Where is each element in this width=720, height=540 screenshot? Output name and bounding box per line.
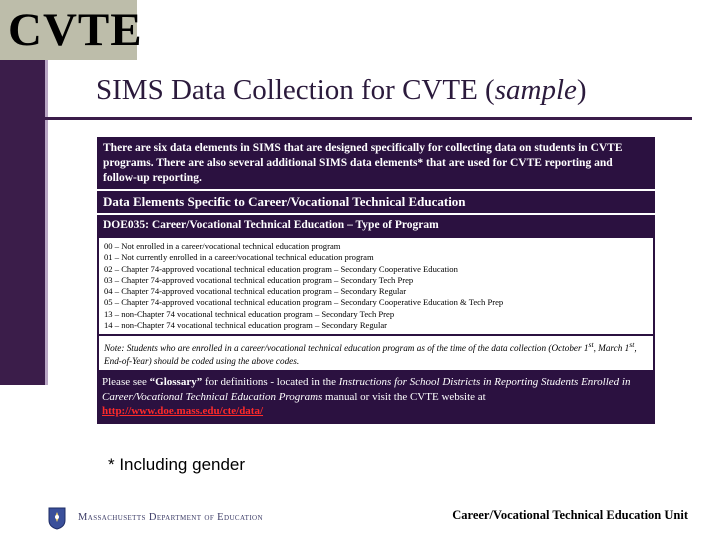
glossary-text-part: manual or visit the CVTE website at: [322, 390, 486, 403]
unit-name: Career/Vocational Technical Education Unit: [452, 508, 688, 522]
list-item: 04 – Chapter 74-approved vocational technical education program – Secondary Regular: [104, 286, 407, 297]
list-item: 02 – Chapter 74-approved vocational technical education program – Secondary Cooperative Education: [104, 263, 458, 274]
department-wordmark: Massachusetts Department of Education: [78, 512, 263, 523]
left-accent-bar-edge: [45, 60, 48, 385]
slide-title-italic: sample: [494, 74, 577, 106]
intro-text: There are six data elements in SIMS that are designed specifically for collecting data on students in CVTE programs. There are also several additional SIMS data elements* that are used for CVTE reporting and follow-up reporting.: [97, 137, 655, 189]
list-item: 03 – Chapter 74-approved vocational technical education program – Secondary Tech Prep: [104, 274, 414, 285]
list-item: 13 – non-Chapter 74 vocational technical education program – Secondary Tech Prep: [104, 308, 395, 319]
section-heading: Data Elements Specific to Career/Vocational Technical Education: [97, 189, 655, 213]
code-list: [97, 236, 655, 336]
field-heading: DOE035: Career/Vocational Technical Education – Type of Program: [97, 213, 655, 236]
corner-title: CVTE: [8, 4, 143, 56]
coding-note: [97, 336, 655, 372]
cvte-website-link[interactable]: http://www.doe.mass.edu/cte/data/: [102, 405, 264, 418]
note-superscript: st: [629, 340, 635, 350]
slide-title-paren-open: (: [485, 74, 495, 106]
state-seal-icon: [47, 506, 67, 530]
note-text: , March 1: [593, 343, 630, 354]
glossary-text-part: for definitions - located in the: [202, 376, 339, 389]
title-rule: [32, 117, 692, 120]
list-item: 05 – Chapter 74-approved vocational technical education program – Secondary Cooperative Education & Tech Prep: [104, 297, 504, 308]
slide-title-paren-close: ): [576, 74, 587, 106]
content-panel: [97, 137, 655, 424]
list-item: 00 – Not enrolled in a career/vocational technical education program: [104, 241, 341, 251]
glossary-text: [97, 372, 655, 424]
footnote: * Including gender: [108, 455, 246, 474]
note-text: , End-of-Year) should be coded using the above codes.: [104, 343, 637, 366]
glossary-term: “Glossary”: [149, 376, 203, 389]
note-text: Note: Students who are enrolled in a career/vocational technical education program as of the time of the data collection (October 1: [104, 343, 589, 354]
list-item: 14 – non-Chapter 74 vocational technical education program – Secondary Regular: [104, 320, 388, 331]
slide-title: [96, 72, 587, 108]
corner-title-box: [0, 0, 143, 60]
note-superscript: st: [588, 340, 594, 350]
left-accent-bar: [0, 60, 48, 385]
glossary-text-part: Please see: [102, 376, 150, 389]
slide-title-main: SIMS Data Collection for CVTE: [96, 74, 486, 106]
list-item: 01 – Not currently enrolled in a career/vocational technical education program: [104, 252, 374, 263]
manual-title: Instructions for School Districts in Reporting Students Enrolled in Career/Vocational Technical Education Programs: [102, 376, 631, 403]
